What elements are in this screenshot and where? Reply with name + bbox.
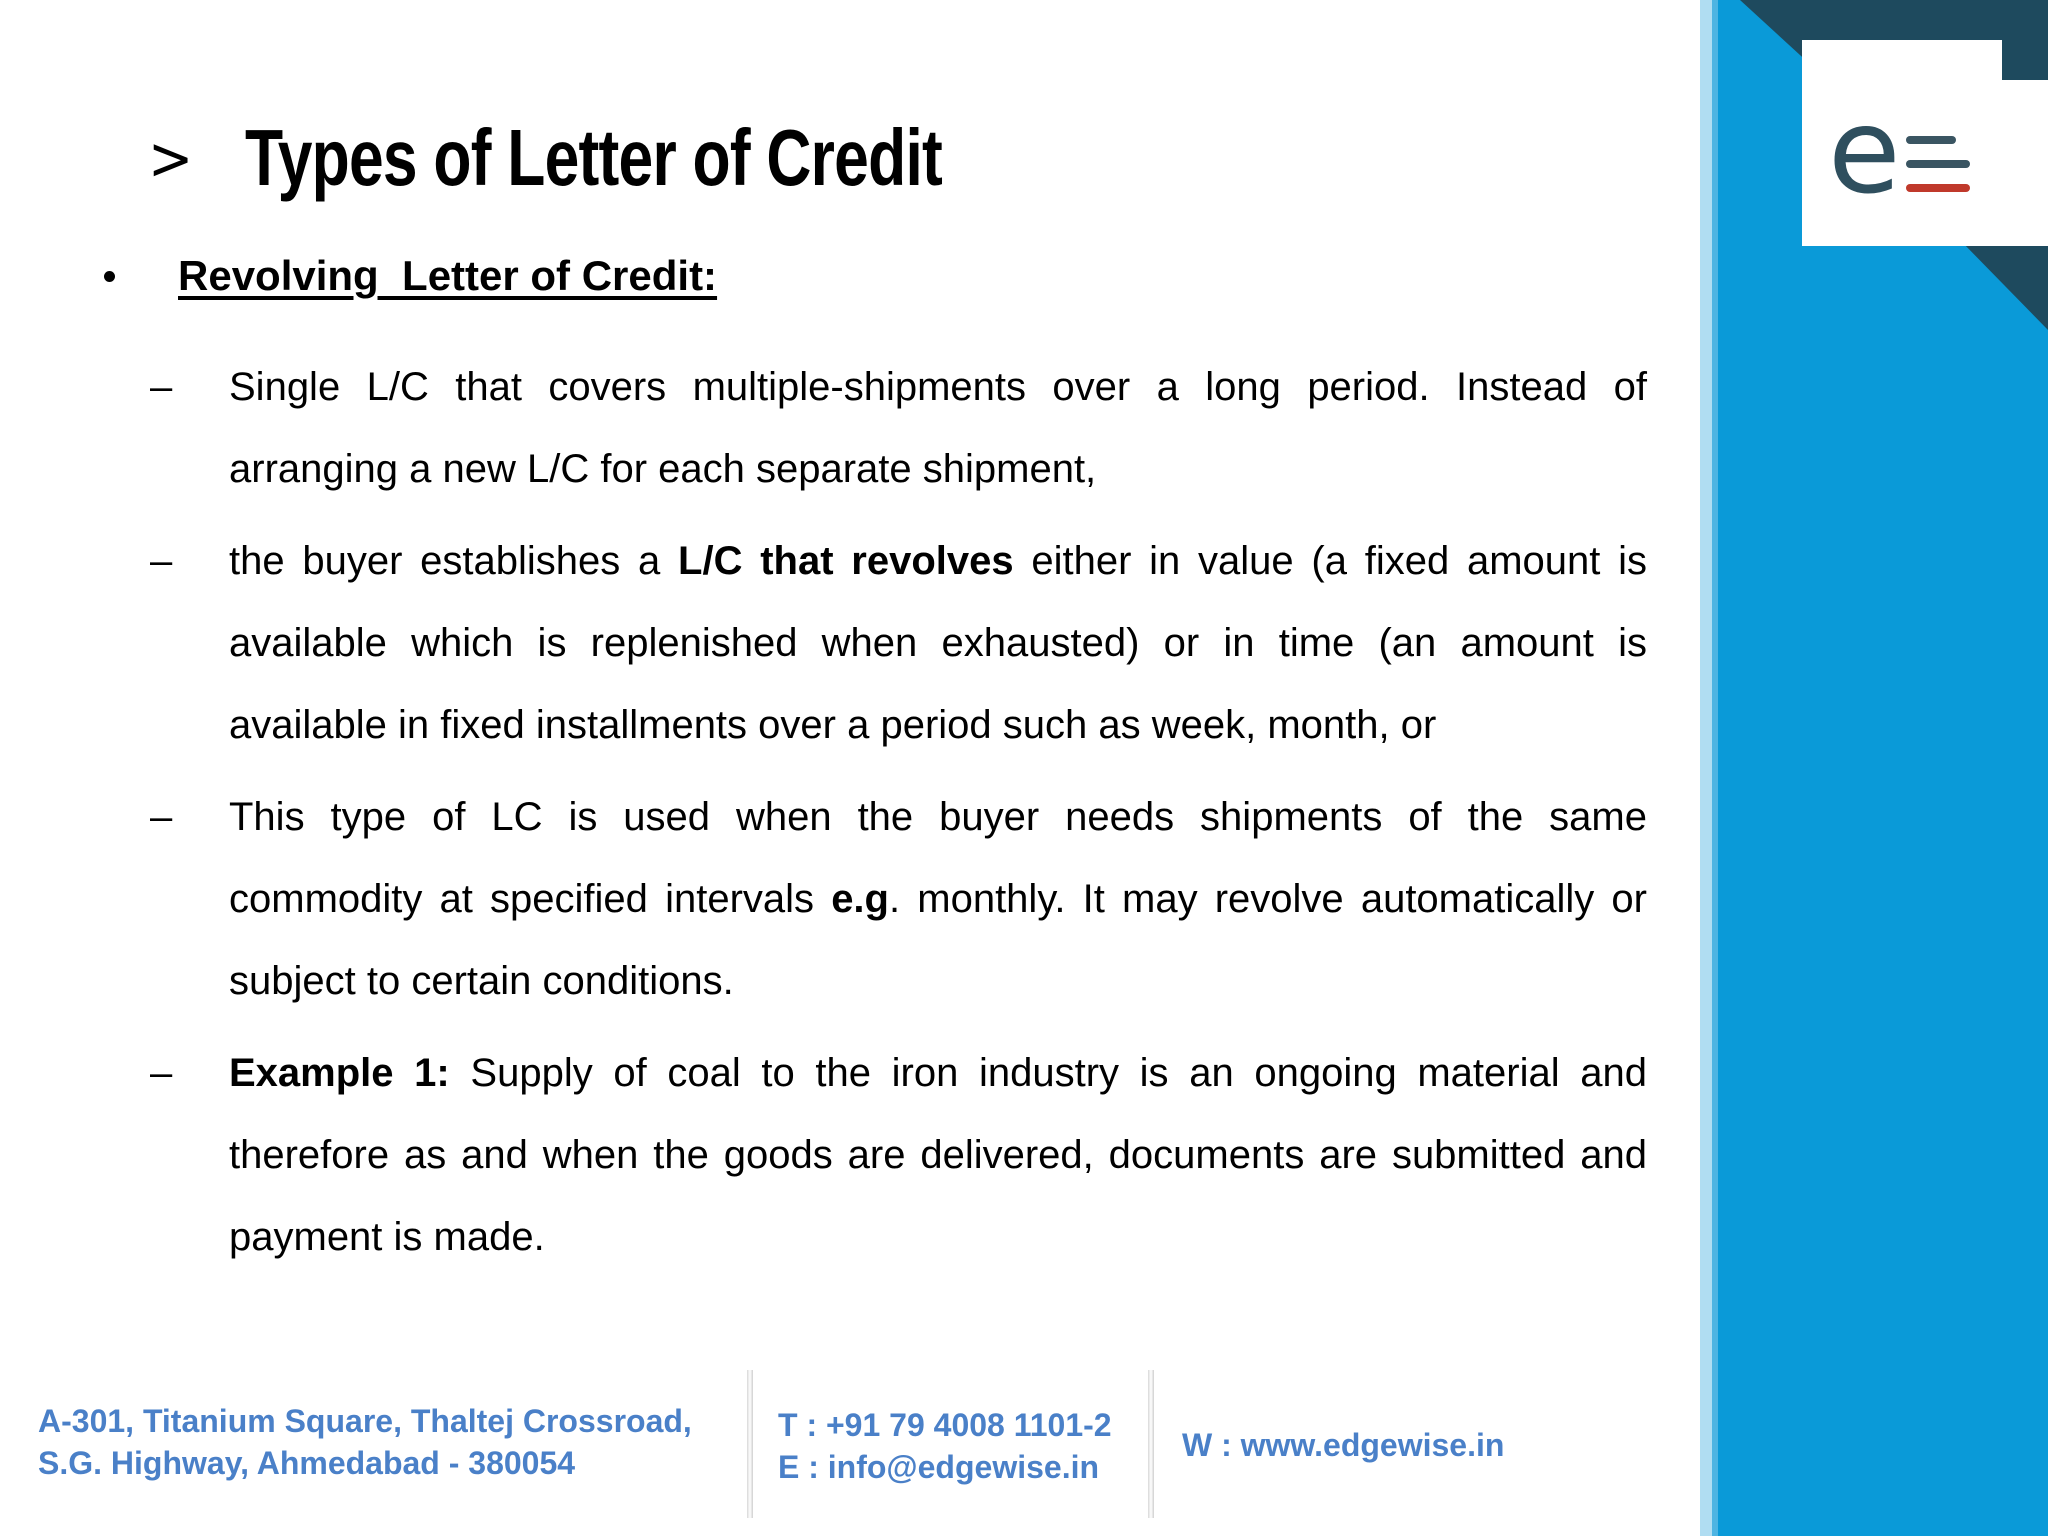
item-text-part: . monthly. It may revolve automatically or subject to certain conditions. <box>229 877 1647 1003</box>
list-item-text <box>229 1032 1647 1278</box>
bullet-heading-row <box>104 252 717 300</box>
dash-marker: – <box>150 365 173 409</box>
item-text-bold: Example 1: <box>229 1051 450 1095</box>
address-line-2: S.G. Highway, Ahmedabad - 380054 <box>38 1445 576 1481</box>
dash-marker: – <box>150 539 173 583</box>
slide-title: Types of Letter of Credit <box>245 113 943 202</box>
logo-bar-middle <box>1906 160 1970 168</box>
item-text-part: Single L/C that covers multiple-shipments over a long period. Instead of arranging a new L/C for each separate shipment, <box>229 365 1647 491</box>
company-logo <box>1802 40 2048 246</box>
item-text-part: either in value (a fixed amount is available which is replenished when exhausted) or in time (an amount is available in fixed installments over a period such as week, month, or <box>229 539 1647 747</box>
title-arrow-icon: > <box>148 123 194 193</box>
item-text-bold: e.g <box>831 877 889 921</box>
sub-item-list <box>150 346 1650 1288</box>
logo-letter: e <box>1828 82 1901 220</box>
list-item-text <box>229 346 1647 510</box>
dash-marker: – <box>150 1051 173 1095</box>
list-item <box>150 776 1650 1022</box>
slide-title-row <box>148 110 1139 206</box>
footer-address <box>38 1400 692 1484</box>
footer-contact <box>778 1404 1112 1488</box>
list-item <box>150 1032 1650 1278</box>
list-item-text <box>229 520 1647 766</box>
footer-email[interactable]: E : info@edgewise.in <box>778 1449 1100 1485</box>
footer-divider <box>1148 1370 1154 1518</box>
logo-bar-bottom <box>1906 184 1970 192</box>
item-text-part: Supply of coal to the iron industry is an ongoing material and therefore as and when the goods are delivered, documents are submitted and payment is made. <box>229 1051 1647 1259</box>
item-text-part: This type of LC is used when the buyer needs shipments of the same commodity at specified intervals <box>229 795 1647 921</box>
footer <box>0 1360 1700 1536</box>
address-line-1: A-301, Titanium Square, Thaltej Crossroad, <box>38 1403 692 1439</box>
section-heading: Revolving Letter of Credit: <box>178 252 718 299</box>
footer-phone: T : +91 79 4008 1101-2 <box>778 1407 1112 1443</box>
footer-website[interactable]: W : www.edgewise.in <box>1182 1427 1505 1463</box>
item-text-part: the buyer establishes a <box>229 539 679 583</box>
logo-bar-top <box>1906 136 1956 144</box>
footer-divider <box>747 1370 753 1518</box>
dash-marker: – <box>150 795 173 839</box>
list-item-text <box>229 776 1647 1022</box>
list-item <box>150 520 1650 766</box>
item-text-bold: L/C that revolves <box>678 539 1014 583</box>
bullet-dot-icon <box>104 271 115 282</box>
list-item <box>150 346 1650 510</box>
